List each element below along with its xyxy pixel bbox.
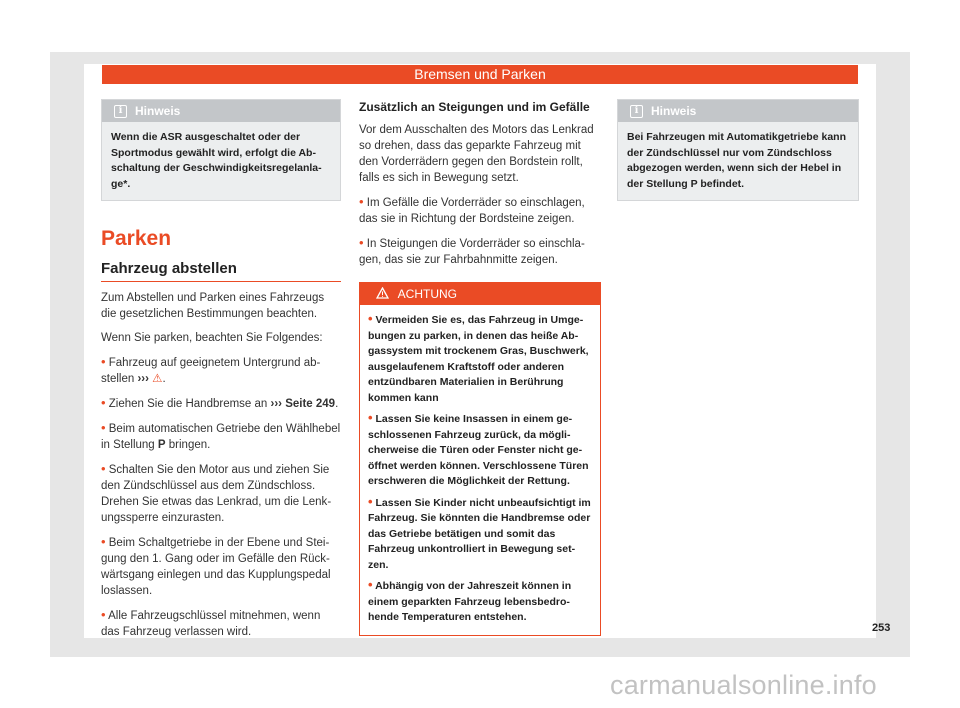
list-item: • Beim automatischen Getriebe den Wählhebel in Stellung P bringen.: [101, 420, 341, 451]
bullet-icon: •: [368, 577, 373, 592]
note-header: [102, 100, 340, 122]
list-item: [359, 194, 601, 227]
bullet-icon: •: [101, 420, 106, 435]
section-title: Fahrzeug abstellen: [101, 261, 341, 282]
bullet-icon: •: [101, 461, 106, 476]
list-item: [101, 461, 341, 526]
watermark: carmanualsonline.info: [610, 670, 877, 700]
cross-reference-link[interactable]: ›››: [137, 373, 149, 385]
section-header: Bremsen und Parken: [102, 65, 858, 84]
lead-paragraph: Wenn Sie parken, beachten Sie Folgendes:: [101, 332, 323, 344]
intro-paragraph: Zum Abstellen und Parken eines Fahrzeugs die gesetzlichen Bestimmungen beachten.: [101, 292, 325, 320]
bullet-icon: •: [101, 534, 106, 549]
slopes-intro: Vor dem Ausschalten des Motors das Lenkrad so drehen, dass das geparkte Fahrzeug mit den Vorderrädern gegen den Bordstein rollt, falls es sich in Bewegung setzt.: [359, 124, 594, 184]
note-text: Bei Fahrzeugen mit Automatikgetriebe kann der Zündschlüssel nur vom Zündschloss abgezogen werden, wenn sich der Hebel in der Stellung P befindet.: [627, 131, 846, 190]
info-icon: i: [114, 105, 127, 118]
warning-title: ACHTUNG: [397, 287, 458, 301]
subsection-title: Zusätzlich an Steigungen und im Gefälle: [359, 100, 590, 114]
warning-header: [360, 283, 600, 305]
list-item: [101, 534, 341, 599]
warning-triangle-icon: ⚠: [152, 373, 163, 385]
page-number: 253: [872, 622, 891, 634]
column-middle: [359, 99, 601, 636]
list-item: • Ziehen Sie die Handbremse an ››› Seite 249.: [101, 395, 339, 410]
list-item: [359, 235, 601, 268]
list-item-text: Fahrzeug auf geeignetem Untergrund abstellen: [101, 357, 321, 385]
bullet-icon: •: [101, 607, 106, 622]
note-box-asr: [101, 99, 341, 201]
note-box-automatic: [617, 99, 859, 201]
bullet-icon: •: [101, 354, 106, 369]
warning-triangle-icon: [376, 287, 398, 301]
list-item: [101, 607, 341, 640]
list-item-text: Schalten Sie den Motor aus und ziehen Sie den Zündschlüssel aus dem Zündschloss. Drehen Sie etwas das Lenkrad, um die Lenkungssperre einzurasten.: [101, 464, 332, 524]
warning-box: [359, 282, 601, 636]
note-header: [618, 100, 858, 122]
warning-item: • Vermeiden Sie es, das Fahrzeug in Umgebungen zu parken, in denen das heiße Abgassystem mit trockenem Gras, Buschwerk, ausgelaufenem Kraftstoff oder anderen entzündbaren Materialien in Berührung kommen kann: [368, 311, 589, 404]
note-title: Hinweis: [651, 104, 697, 118]
list-item: • Fahrzeug auf geeignetem Untergrund abstellen ››› ⚠.: [101, 354, 321, 385]
list-item-text: Ziehen Sie die Handbremse an: [108, 398, 271, 410]
info-icon: i: [630, 105, 643, 118]
chapter-title: Parken: [101, 227, 172, 250]
warning-item: • Lassen Sie Kinder nicht unbeaufsichtigt im Fahrzeug. Sie könnten die Handbremse oder das Getriebe betätigen und somit das Fahrzeug unkontrolliert in Bewegung setzen.: [368, 493, 591, 571]
bullet-icon: •: [368, 410, 373, 425]
bullet-icon: •: [101, 395, 106, 410]
column-right: [617, 99, 859, 201]
list-item-text: In Steigungen die Vorderräder so einschlagen, das sie zur Fahrbahnmitte zeigen.: [359, 238, 585, 266]
list-item-text: Im Gefälle die Vorderräder so einschlagen, das sie in Richtung der Bordsteine zeigen.: [359, 197, 585, 225]
list-item-text: Alle Fahrzeugschlüssel mitnehmen, wenn das Fahrzeug verlassen wird.: [101, 610, 321, 638]
gear-position-label: P: [157, 439, 166, 451]
note-text: Wenn die ASR ausgeschaltet oder der Sportmodus gewählt wird, erfolgt die Abschaltung der Geschwindigkeitsregelanlage*.: [111, 131, 322, 190]
warning-item: • Abhängig von der Jahreszeit können in einem geparkten Fahrzeug lebensbedrohende Temperaturen entstehen.: [368, 577, 572, 623]
bullet-icon: •: [359, 194, 364, 209]
list-item-text: Beim Schaltgetriebe in der Ebene und Steigung den 1. Gang oder im Gefälle den Rückwärtsgang einlegen und das Kupplungspedal loslassen.: [101, 537, 331, 597]
bullet-icon: •: [368, 493, 373, 509]
list-item-text: Beim automatischen Getriebe den Wählhebel in Stellung: [101, 423, 341, 451]
note-title: Hinweis: [135, 104, 181, 118]
bullet-icon: •: [368, 311, 373, 326]
page-reference-link[interactable]: ››› Seite 249: [270, 398, 336, 410]
warning-body: [360, 305, 600, 635]
bullet-icon: •: [359, 235, 364, 250]
warning-item: • Lassen Sie keine Insassen in einem geschlossenen Fahrzeug zurück, da möglicherweise die Türen oder Fenster nicht geöffnet werden können. Verschlossene Türen erschweren die Möglichkeit der Rettung.: [368, 410, 589, 487]
column-left: [101, 99, 341, 640]
